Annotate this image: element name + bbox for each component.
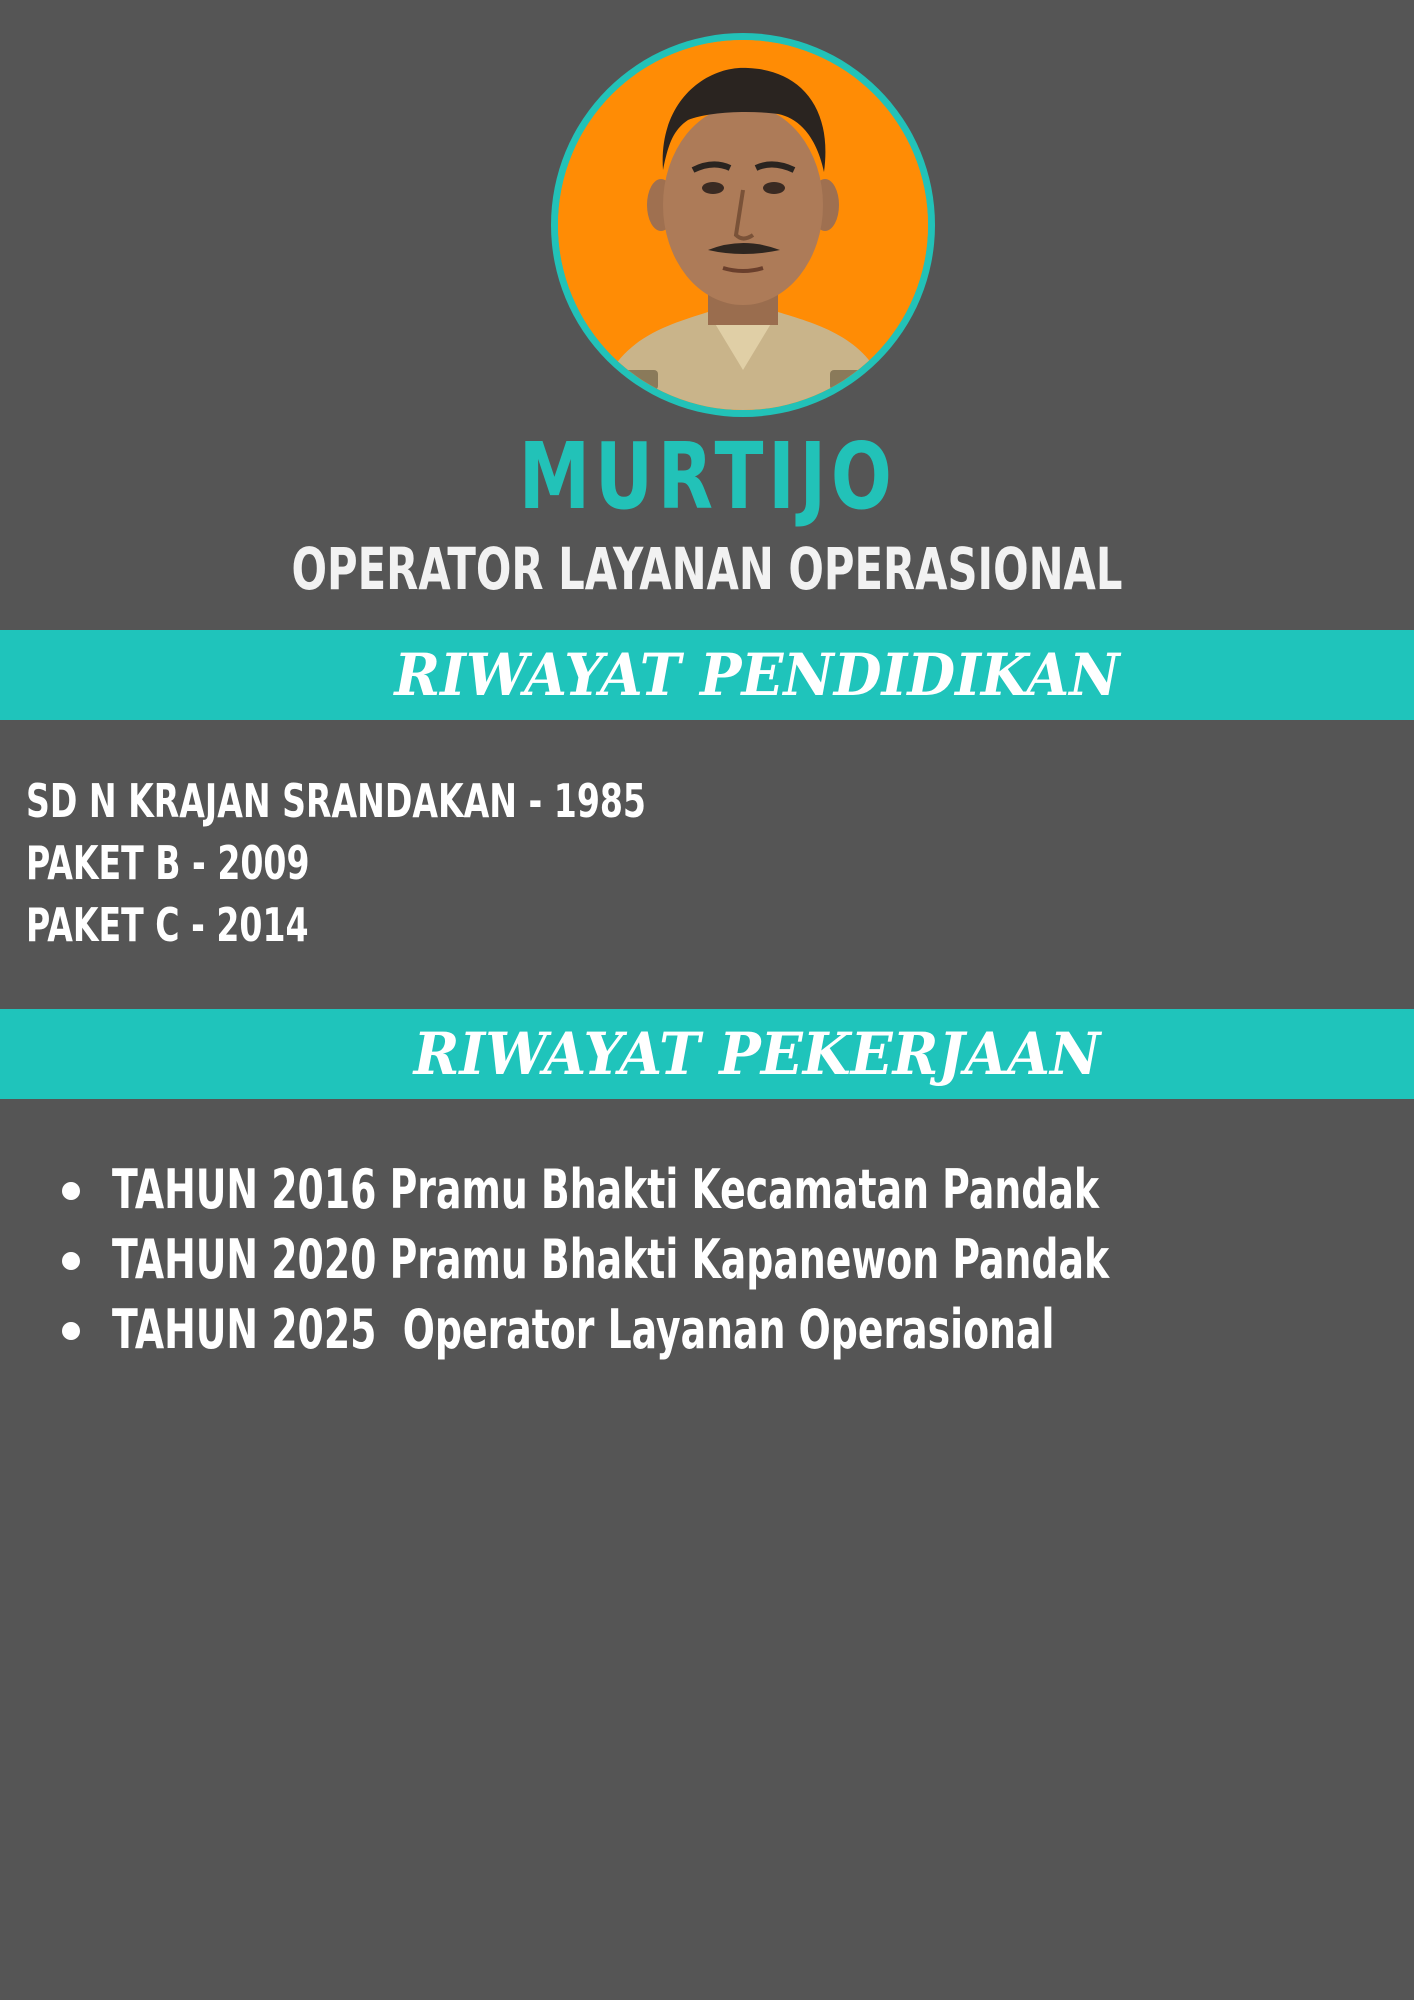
education-item: SD N KRAJAN SRANDAKAN - 1985 (26, 774, 646, 828)
bullet-icon (62, 1182, 80, 1200)
work-item-text: TAHUN 2016 Pramu Bhakti Kecamatan Pandak (112, 1158, 1099, 1221)
work-item-text: TAHUN 2025 Operator Layanan Operasional (112, 1298, 1055, 1361)
person-portrait-icon (558, 40, 928, 410)
bullet-icon (62, 1322, 80, 1340)
person-name: MURTIJO (518, 423, 897, 530)
education-heading: RIWAYAT PENDIDIKAN (394, 641, 1120, 709)
education-header-band (0, 630, 1414, 720)
education-item: PAKET C - 2014 (26, 898, 309, 952)
education-list (26, 770, 887, 956)
profile-photo (551, 33, 935, 417)
work-heading: RIWAYAT PEKERJAAN (413, 1020, 1101, 1088)
education-item: PAKET B - 2009 (26, 836, 310, 890)
profile-photo-image (558, 40, 928, 410)
bullet-icon (62, 1252, 80, 1270)
job-title: OPERATOR LAYANAN OPERASIONAL (291, 535, 1123, 603)
work-header-band (0, 1009, 1414, 1099)
work-item-text: TAHUN 2020 Pramu Bhakti Kapanewon Pandak (112, 1228, 1110, 1291)
